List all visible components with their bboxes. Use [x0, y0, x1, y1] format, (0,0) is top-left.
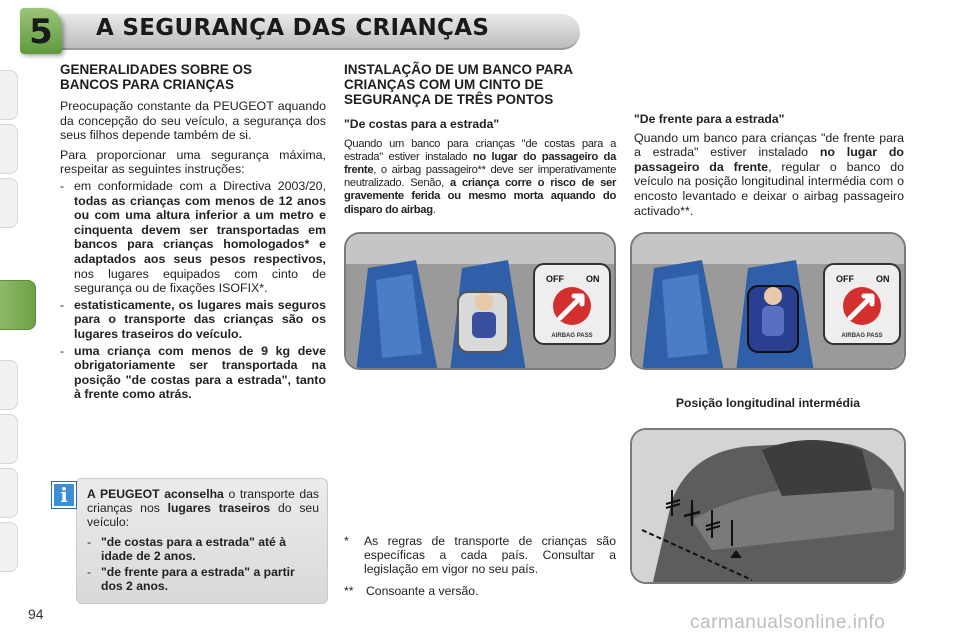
rear-facing-text-pre: Quando um banco para crianças "de costas para a estrada" estiver instalado [344, 137, 616, 163]
airbag-off-label-2: OFF [836, 274, 854, 284]
forward-facing-text [634, 131, 904, 219]
bullet-rear-seats-text: estatisticamente, os lugares mais seguros para o transporte das crianças são os lugares traseiros do veículo. [74, 297, 326, 341]
bullet-directive-bold: todas as crianças com menos de 12 anos ou com uma altura inferior a um metro e cinquenta devem ser transportadas em bancos para crianças homologados* e adaptados aos seus pesos respectivos, [74, 193, 326, 266]
left-heading-line1: GENERALIDADES SOBRE OS [60, 62, 253, 77]
footnote-2 [344, 584, 616, 598]
bullet-under-9kg: - uma criança com menos de 9 kg deve obrigatoriamente ser transportada na posição "de costas para a estrada", tanto à frente como atrás. [60, 343, 326, 402]
footnote-1-text: As regras de transporte de crianças são específicas a cada país. Consultar a legislação em vigor no seu país. [364, 534, 616, 576]
middle-heading-line3: SEGURANÇA DE TRÊS PONTOS [344, 92, 554, 107]
bullet-directive: - em conformidade com a Directiva 2003/20, todas as crianças com menos de 12 anos ou com uma altura inferior a um metro e cinquenta devem ser transportadas em bancos para crianças homologados* e adaptados aos seus pesos respectivos, nos lugares equipados com cinto de segurança ou de fixações ISOFIX*. [60, 178, 326, 296]
figure-caption: Posição longitudinal intermédia [675, 396, 861, 410]
rear-facing-subhead: "De costas para a estrada" [344, 117, 500, 131]
info-item-rear-facing: - "de costas para a estrada" até à idade de 2 anos. [87, 535, 286, 563]
rear-facing-illustration [344, 232, 616, 370]
left-column [60, 62, 326, 402]
info-item-forward-facing: - "de frente para a estrada" a partir dos 2 anos. [87, 565, 295, 593]
info-icon: i [52, 482, 76, 508]
intro-paragraph: Preocupação constante da PEUGEOT aquando da concepção do seu veículo, a segurança dos seus filhos depende também de si. [60, 99, 326, 143]
left-heading-line2: BANCOS PARA CRIANÇAS [60, 77, 235, 92]
chapter-number: 5 [29, 12, 53, 52]
side-tab-1[interactable] [0, 70, 18, 120]
bullet-under-9kg-text: uma criança com menos de 9 kg deve obrigatoriamente ser transportada na posição "de costas para a estrada", tanto à frente como atrás. [74, 343, 326, 402]
child-figure-2 [764, 287, 782, 305]
page-title: A SEGURANÇA DAS CRIANÇAS [96, 15, 490, 41]
footnote-2-text: Consoante a versão. [366, 584, 479, 598]
info-intro [87, 487, 319, 529]
rear-facing-text-bold2: a criança corre o risco de ser gravemente ferida ou mesmo morta aquando do disparo do airbag [344, 177, 617, 216]
info-box [76, 478, 328, 604]
airbag-on-label-2: ON [876, 274, 890, 284]
info-intro-rest: o transporte das crianças nos [87, 487, 319, 515]
forward-facing-text-bold: no lugar do passageiro da frente [634, 145, 904, 174]
watermark: carmanualsonline.info [690, 612, 886, 633]
forward-facing-illustration [630, 232, 906, 370]
chapter-badge [20, 8, 62, 54]
info-item2-rest: a partir dos 2 anos. [101, 565, 295, 593]
info-item2-bold: "de frente para a estrada" [101, 565, 251, 579]
right-column [634, 112, 904, 218]
middle-column [344, 62, 616, 217]
footnote-2-mark: ** [344, 584, 354, 598]
forward-facing-text-post: , regular o banco do veículo na posição longitudinal intermédia com o encosto levantado e deixar o airbag passageiro activado**. [634, 159, 904, 218]
forward-facing-text-pre: Quando um banco para crianças "de frente para a estrada" estiver instalado [634, 130, 904, 160]
footnote-1 [344, 534, 616, 576]
middle-heading [344, 62, 616, 107]
airbag-on-label: ON [586, 274, 600, 284]
side-tab-5[interactable] [0, 360, 18, 410]
forward-facing-subhead: "De frente para a estrada" [634, 112, 785, 126]
info-intro-rest2: do seu veículo: [87, 501, 319, 529]
rear-facing-text-end: . [432, 203, 436, 216]
seat-position-svg [632, 430, 906, 584]
rear-facing-text [344, 138, 616, 217]
airbag-pass-label: AIRBAG PASS [551, 333, 593, 339]
child-figure [475, 293, 493, 311]
rear-facing-svg [346, 234, 616, 370]
bullet-directive-pre: em conformidade com a Directiva 2003/20, [74, 178, 326, 193]
info-item1-rest: até à idade de 2 anos. [101, 535, 286, 563]
rear-facing-text-mid: , o airbag passageiro** deve ser imperativamente neutralizado. Senão, [344, 164, 616, 190]
footnotes [344, 530, 616, 598]
seat-back [762, 440, 872, 496]
side-tab-active-chapter[interactable] [0, 280, 36, 330]
middle-heading-line1: INSTALAÇÃO DE UM BANCO PARA [344, 62, 573, 77]
bullet-directive-post: nos lugares equipados com cinto de segurança ou de fixações ISOFIX*. [74, 266, 326, 296]
instructions-paragraph: Para proporcionar uma segurança máxima, respeitar as seguintes instruções: [60, 147, 326, 177]
page-number: 94 [28, 606, 44, 622]
bullet-rear-seats: - estatisticamente, os lugares mais seguros para o transporte das crianças são os lugares traseiros do veículo. [60, 297, 326, 341]
left-heading [60, 62, 326, 92]
seat-position-illustration [630, 428, 906, 584]
info-intro-bold2: lugares traseiros [167, 501, 271, 515]
info-intro-bold: A PEUGEOT aconselha [87, 487, 224, 501]
info-item1-bold: "de costas para a estrada" [101, 535, 255, 549]
airbag-pass-label-2: AIRBAG PASS [841, 333, 883, 339]
side-tab-7[interactable] [0, 468, 18, 518]
airbag-off-label: OFF [546, 274, 564, 284]
side-tab-6[interactable] [0, 414, 18, 464]
rear-facing-text-bold1: no lugar do passageiro da frente [344, 150, 617, 176]
side-tab-2[interactable] [0, 124, 18, 174]
forward-facing-svg [632, 234, 906, 370]
side-tab-3[interactable] [0, 178, 18, 228]
side-tab-8[interactable] [0, 522, 18, 572]
middle-heading-line2: CRIANÇAS COM UM CINTO DE [344, 77, 544, 92]
footnote-1-mark: * [344, 534, 349, 548]
